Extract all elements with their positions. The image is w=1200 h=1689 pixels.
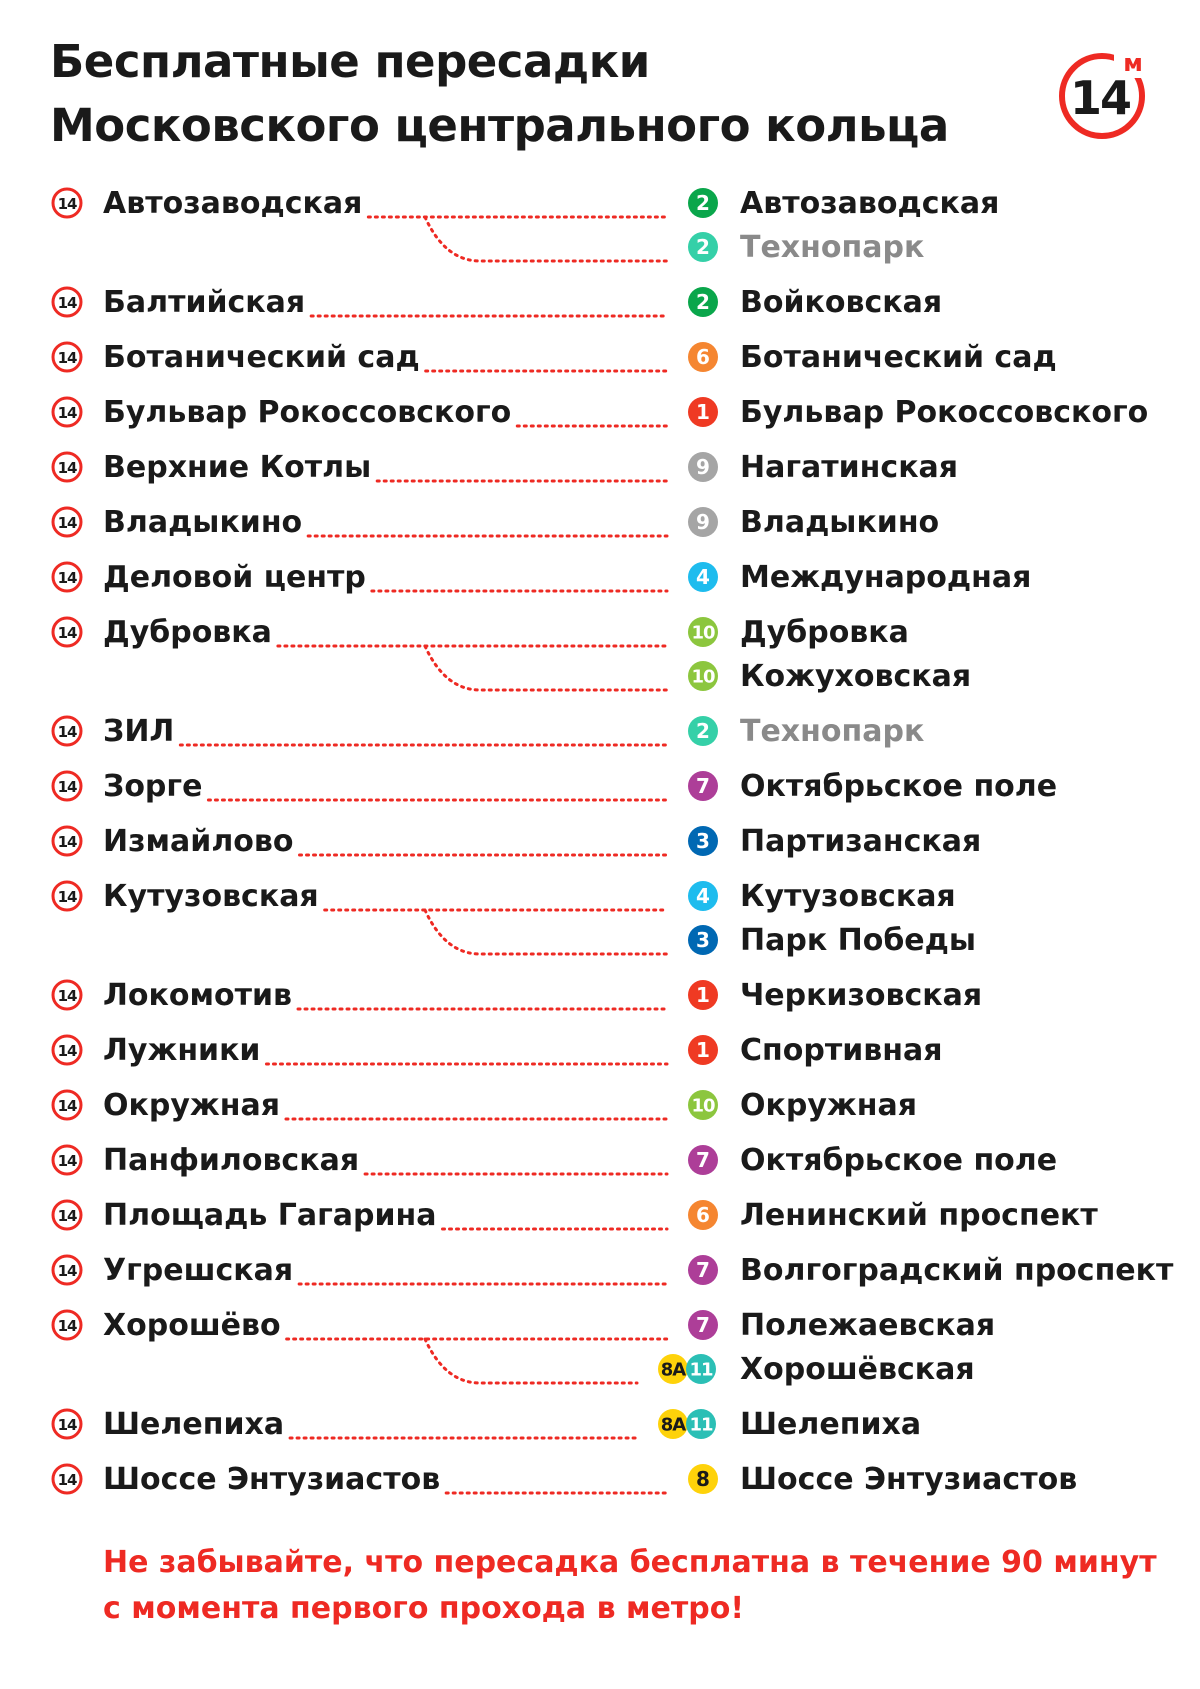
line-7-badge-icon [688, 1145, 718, 1175]
line-badge-label: 1 [696, 1038, 710, 1063]
mcc-line-14-icon [53, 288, 81, 316]
mcc-line-14-label: 14 [57, 1471, 77, 1489]
transfer-row [53, 1253, 1174, 1288]
metro-station-name: Волгоградский проспект [740, 1253, 1174, 1288]
line-2-badge-icon [688, 287, 718, 317]
transfer-row [53, 450, 958, 485]
line-badge-label: 7 [696, 774, 710, 799]
mcc-line-14-label: 14 [57, 1152, 77, 1170]
mcc-line-14-icon [53, 1146, 81, 1174]
branch-connector [425, 910, 667, 954]
mcc-line-14-icon [53, 398, 81, 426]
metro-station-name: Спортивная [740, 1033, 943, 1068]
mcc-line-14-label: 14 [57, 1097, 77, 1115]
mcc-station-name: Деловой центр [103, 560, 366, 595]
line-7-badge-icon [688, 1255, 718, 1285]
metro-station-name: Войковская [740, 285, 943, 320]
mcc-station-name: Балтийская [103, 285, 306, 320]
line-8-badge-icon [688, 1464, 718, 1494]
line-10-badge-icon [688, 661, 718, 691]
metro-station-name: Окружная [740, 1088, 917, 1123]
line-1-badge-icon [688, 980, 718, 1010]
transfer-row [53, 978, 982, 1013]
transfer-row [53, 1143, 1057, 1178]
mcc-line-14-icon [53, 508, 81, 536]
mcc-line-14-icon [53, 1465, 81, 1493]
line-2-badge-icon [688, 716, 718, 746]
mcc-line-14-label: 14 [57, 987, 77, 1005]
metro-station-name: Ботанический сад [740, 340, 1057, 375]
metro-station-name: Автозаводская [740, 186, 1000, 221]
mcc-line-14-icon [53, 1410, 81, 1438]
transfer-row [53, 1407, 921, 1442]
line-8A-badge-icon [658, 1354, 688, 1384]
mcc-line-14-icon [53, 1036, 81, 1064]
mcc-station-name: Хорошёво [103, 1308, 281, 1343]
transfer-row [53, 186, 999, 265]
mcc-line-14-icon [53, 1201, 81, 1229]
mcc-line-14-label: 14 [57, 1317, 77, 1335]
mcc-line-14-label: 14 [57, 1042, 77, 1060]
mcc-line-14-icon [53, 717, 81, 745]
line-badge-label: 7 [696, 1258, 710, 1283]
metro-station-name: Партизанская [740, 824, 982, 859]
mcc-line-14-label: 14 [57, 723, 77, 741]
line-badge-label: 10 [691, 622, 715, 644]
branch-connector [425, 646, 667, 690]
mcc-line-14-icon [53, 1091, 81, 1119]
mcc-station-name: Автозаводская [103, 186, 363, 221]
line-badge-label: 9 [696, 510, 710, 535]
mcc-line-14-icon [53, 1256, 81, 1284]
branch-connector [425, 1339, 637, 1383]
metro-station-name: Кожуховская [740, 659, 972, 694]
line-badge-label: 8 [696, 1467, 710, 1492]
line-badge-label: 2 [696, 290, 710, 315]
line-badge-label: 7 [696, 1313, 710, 1338]
mcc-line-14-icon [53, 618, 81, 646]
metro-station-name: Шоссе Энтузиастов [740, 1462, 1078, 1497]
title-line-1: Бесплатные пересадки [50, 35, 650, 88]
line-badge-label: 3 [696, 829, 710, 854]
note-line-1: Не забывайте, что пересадка бесплатна в течение 90 минут [103, 1545, 1157, 1580]
transfer-row [53, 505, 939, 540]
metro-station-name: Международная [740, 560, 1032, 595]
mcc-line-14-icon [53, 981, 81, 1009]
transfer-row [53, 824, 981, 859]
line-badge-label: 8А [660, 1414, 686, 1436]
mcc-line-14-label: 14 [57, 1262, 77, 1280]
metro-station-name: Дубровка [740, 615, 909, 650]
line-2-badge-icon [688, 188, 718, 218]
transfer-row [53, 1308, 995, 1387]
line-11-badge-icon [686, 1354, 716, 1384]
transfer-row [53, 714, 924, 749]
transfer-row [53, 1033, 942, 1068]
metro-station-name: Технопарк [740, 230, 925, 265]
line-badge-label: 7 [696, 1148, 710, 1173]
transfer-row [53, 560, 1031, 595]
line-4-badge-icon [688, 562, 718, 592]
mcc-line-14-icon [53, 827, 81, 855]
mcc-station-name: Верхние Котлы [103, 450, 372, 485]
metro-station-name: Нагатинская [740, 450, 959, 485]
mcc-station-name: Локомотив [103, 978, 293, 1013]
transfer-row [53, 1088, 917, 1123]
transfer-row [53, 615, 971, 694]
mcc-line-14-label: 14 [57, 404, 77, 422]
metro-station-name: Черкизовская [740, 978, 983, 1013]
transfer-row [53, 285, 942, 320]
metro-station-name: Октябрьское поле [740, 769, 1058, 804]
mcc-station-name: Площадь Гагарина [103, 1198, 437, 1233]
line-badge-label: 1 [696, 983, 710, 1008]
line-badge-label: 2 [696, 235, 710, 260]
mcc-line-14-label: 14 [57, 1207, 77, 1225]
mcc-station-name: Шелепиха [103, 1407, 285, 1442]
line-badge-label: 11 [689, 1414, 713, 1436]
mcc-line-14-label: 14 [57, 833, 77, 851]
mcc-line-14-icon [53, 343, 81, 371]
line-7-badge-icon [688, 1310, 718, 1340]
metro-station-name: Хорошёвская [740, 1352, 975, 1387]
transfer-row [53, 769, 1057, 804]
line-badge-label: 11 [689, 1359, 713, 1381]
line-badge-label: 1 [696, 400, 710, 425]
line-6-badge-icon [688, 342, 718, 372]
mcc-station-name: Угрешская [103, 1253, 294, 1288]
note-line-2: с момента первого прохода в метро! [103, 1591, 745, 1626]
metro-station-name: Парк Победы [740, 923, 977, 958]
mcc-station-name: Панфиловская [103, 1143, 360, 1178]
transfer-row [53, 1198, 1098, 1233]
line-badge-label: 6 [696, 1203, 710, 1228]
mcc-station-name: Измайлово [103, 824, 294, 859]
metro-station-name: Полежаевская [740, 1308, 996, 1343]
line-10-badge-icon [688, 617, 718, 647]
line-7-badge-icon [688, 771, 718, 801]
metro-station-name: Технопарк [740, 714, 925, 749]
mcc-station-name: Владыкино [103, 505, 303, 540]
mcc-station-name: Дубровка [103, 615, 272, 650]
line-3-badge-icon [688, 826, 718, 856]
line-badge-label: 6 [696, 345, 710, 370]
mcc-line-14-label: 14 [57, 569, 77, 587]
line-badge-label: 9 [696, 455, 710, 480]
mcc-line-14-label: 14 [57, 624, 77, 642]
mcc-line-14-label: 14 [57, 459, 77, 477]
mcc-line-14-label: 14 [57, 888, 77, 906]
line-1-badge-icon [688, 1035, 718, 1065]
mcc-station-name: Ботанический сад [103, 340, 420, 375]
mcc-line-14-icon [53, 563, 81, 591]
mcc-station-name: Кутузовская [103, 879, 319, 914]
mcc-station-name: Шоссе Энтузиастов [103, 1462, 441, 1497]
line-3-badge-icon [688, 925, 718, 955]
transfer-reminder-note [103, 1540, 1157, 1632]
mcc-station-name: ЗИЛ [103, 714, 175, 749]
transfer-row [53, 879, 976, 958]
mcc-station-name: Лужники [103, 1033, 261, 1068]
line-4-badge-icon [688, 881, 718, 911]
line-badge-label: 3 [696, 928, 710, 953]
mcc-line-14-label: 14 [57, 778, 77, 796]
mcc-line-14-label: 14 [57, 294, 77, 312]
mcc-line-14-icon [53, 189, 81, 217]
mcc-station-name: Зорге [103, 769, 203, 804]
logo-number: 14 [1069, 71, 1131, 125]
mcc-line-14-label: 14 [57, 1416, 77, 1434]
mcc-station-name: Окружная [103, 1088, 280, 1123]
line-10-badge-icon [688, 1090, 718, 1120]
mcc-line-14-label: 14 [57, 514, 77, 532]
line-9-badge-icon [688, 452, 718, 482]
line-2-badge-icon [688, 232, 718, 262]
mcc-line-14-icon [53, 772, 81, 800]
metro-station-name: Ленинский проспект [740, 1198, 1098, 1233]
mcc-line-14-icon [53, 453, 81, 481]
mcc-line-14-label: 14 [57, 349, 77, 367]
metro-station-name: Октябрьское поле [740, 1143, 1058, 1178]
line-badge-label: 8А [660, 1359, 686, 1381]
mcc-station-name: Бульвар Рокоссовского [103, 395, 512, 430]
transfer-row [53, 395, 1148, 430]
line-badge-label: 4 [696, 565, 710, 590]
metro-station-name: Шелепиха [740, 1407, 922, 1442]
line-9-badge-icon [688, 507, 718, 537]
logo-letter: м [1123, 49, 1143, 77]
metro-station-name: Владыкино [740, 505, 940, 540]
transfer-row [53, 1462, 1077, 1497]
line-6-badge-icon [688, 1200, 718, 1230]
transfer-row [53, 340, 1057, 375]
mcc-line-14-icon [53, 882, 81, 910]
title-line-2: Московского центрального кольца [50, 99, 949, 152]
mcc-line-14-icon [53, 1311, 81, 1339]
mcc-line-14-label: 14 [57, 195, 77, 213]
line-badge-label: 2 [696, 191, 710, 216]
line-8A-badge-icon [658, 1409, 688, 1439]
line-badge-label: 2 [696, 719, 710, 744]
metro-station-name: Бульвар Рокоссовского [740, 395, 1149, 430]
line-badge-label: 4 [696, 884, 710, 909]
branch-connector [425, 217, 667, 261]
line-badge-label: 10 [691, 1095, 715, 1117]
metro-station-name: Кутузовская [740, 879, 956, 914]
line-1-badge-icon [688, 397, 718, 427]
line-11-badge-icon [686, 1409, 716, 1439]
line-badge-label: 10 [691, 666, 715, 688]
